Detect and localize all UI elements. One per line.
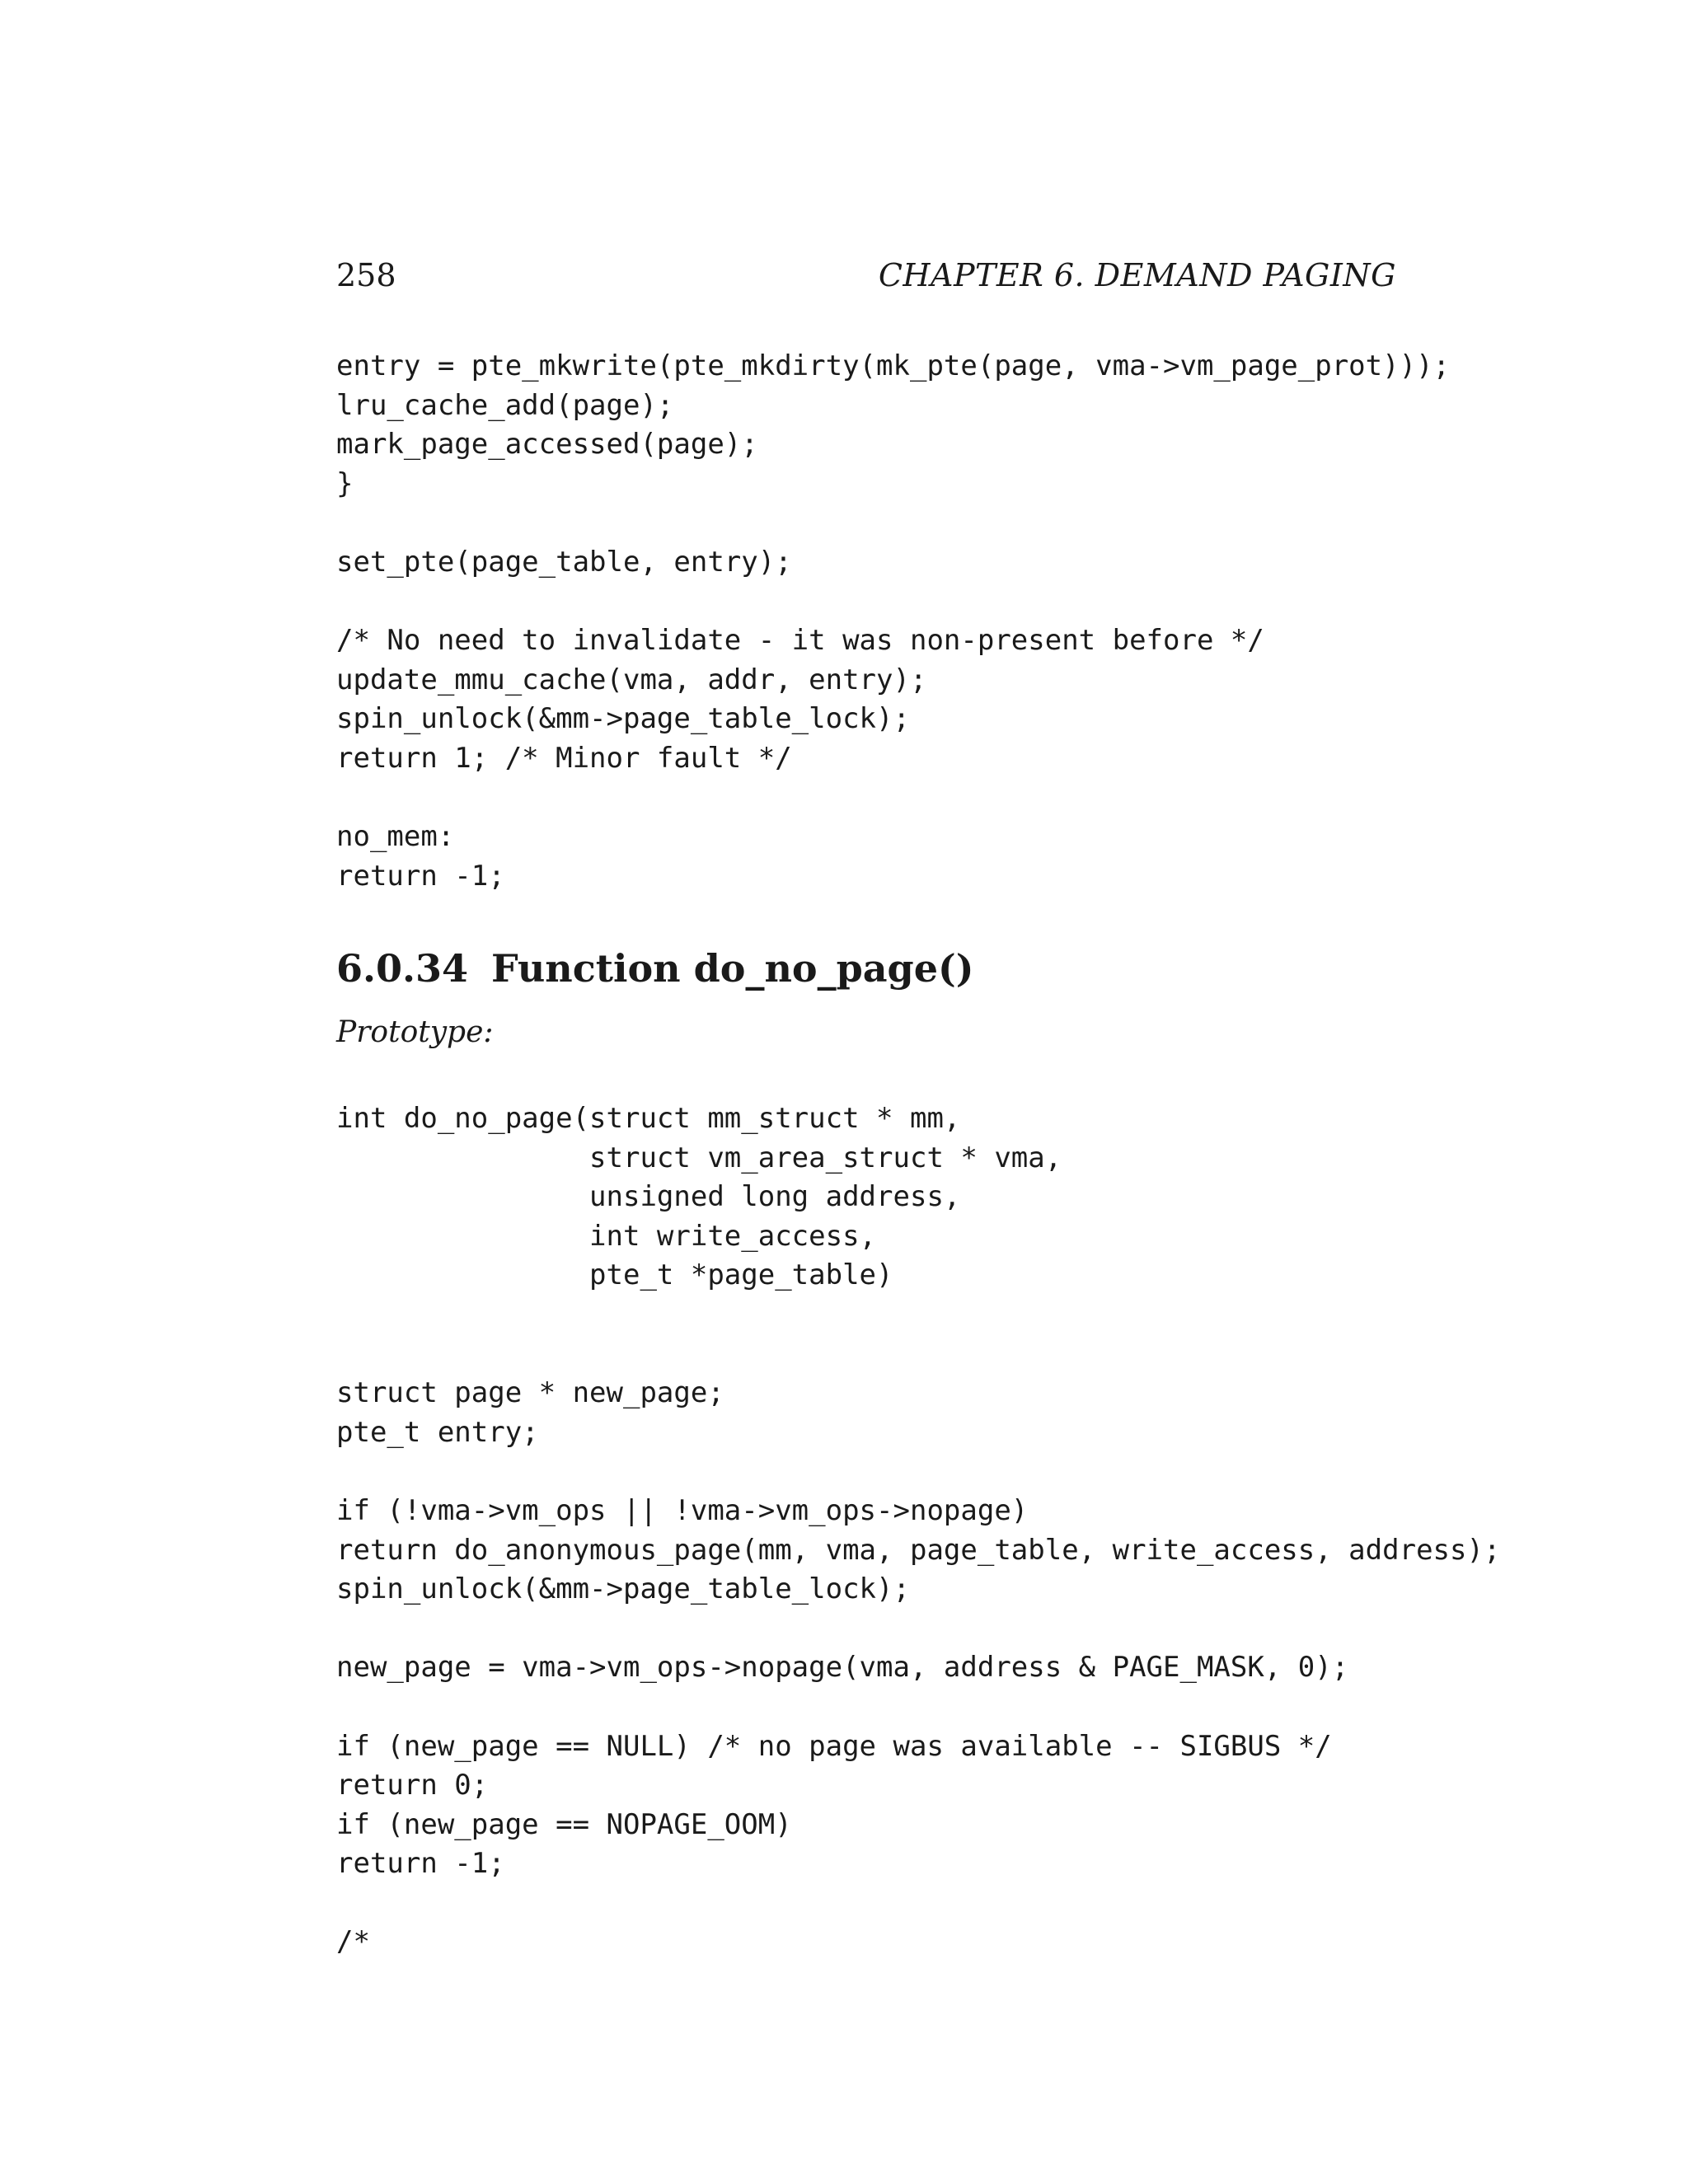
section-heading: [336, 946, 974, 991]
code-block: [336, 1099, 1500, 1962]
code-line: /* No need to invalidate - it was non-present before */: [336, 624, 1264, 658]
code-line: return 0;: [336, 1769, 489, 1802]
code-line: return -1;: [336, 1847, 505, 1881]
code-line: }: [336, 466, 354, 500]
section-number: 6.0.34: [336, 946, 469, 991]
code-line: return 1; /* Minor fault */: [336, 741, 792, 775]
code-line: if (new_page == NOPAGE_OOM): [336, 1807, 792, 1841]
code-line: if (!vma->vm_ops || !vma->vm_ops->nopage): [336, 1493, 1029, 1527]
code-line: int do_no_page(struct mm_struct * mm,: [336, 1102, 961, 1135]
code-line: update_mmu_cache(vma, addr, entry);: [336, 663, 927, 696]
code-line: no_mem:: [336, 820, 455, 854]
code-line: struct vm_area_struct * vma,: [336, 1141, 1062, 1174]
code-line: spin_unlock(&mm->page_table_lock);: [336, 1572, 910, 1606]
code-line: set_pte(page_table, entry);: [336, 545, 792, 579]
code-line: /*: [336, 1925, 370, 1959]
code-line: return do_anonymous_page(mm, vma, page_table, write_access, address);: [336, 1533, 1501, 1567]
code-line: spin_unlock(&mm->page_table_lock);: [336, 702, 910, 736]
code-line: unsigned long address,: [336, 1180, 961, 1214]
code-line: mark_page_accessed(page);: [336, 428, 758, 462]
code-line: pte_t *page_table): [336, 1258, 893, 1292]
code-line: return -1;: [336, 859, 505, 893]
code-line: if (new_page == NULL) /* no page was available -- SIGBUS */: [336, 1729, 1332, 1763]
code-line: int write_access,: [336, 1219, 877, 1253]
code-line: struct page * new_page;: [336, 1376, 724, 1410]
prototype-label: Prototype:: [336, 1015, 494, 1049]
code-line: new_page = vma->vm_ops->nopage(vma, address & PAGE_MASK, 0);: [336, 1651, 1349, 1685]
code-line: entry = pte_mkwrite(pte_mkdirty(mk_pte(page, vma->vm_page_prot)));: [336, 349, 1451, 382]
section-title: Function do_no_page(): [491, 946, 974, 991]
code-line: lru_cache_add(page);: [336, 388, 674, 422]
page-header: [336, 257, 1396, 303]
page-number: 258: [336, 257, 396, 293]
code-line: pte_t entry;: [336, 1415, 539, 1449]
code-block: [336, 347, 1450, 896]
running-head: CHAPTER 6. DEMAND PAGING: [878, 257, 1396, 293]
